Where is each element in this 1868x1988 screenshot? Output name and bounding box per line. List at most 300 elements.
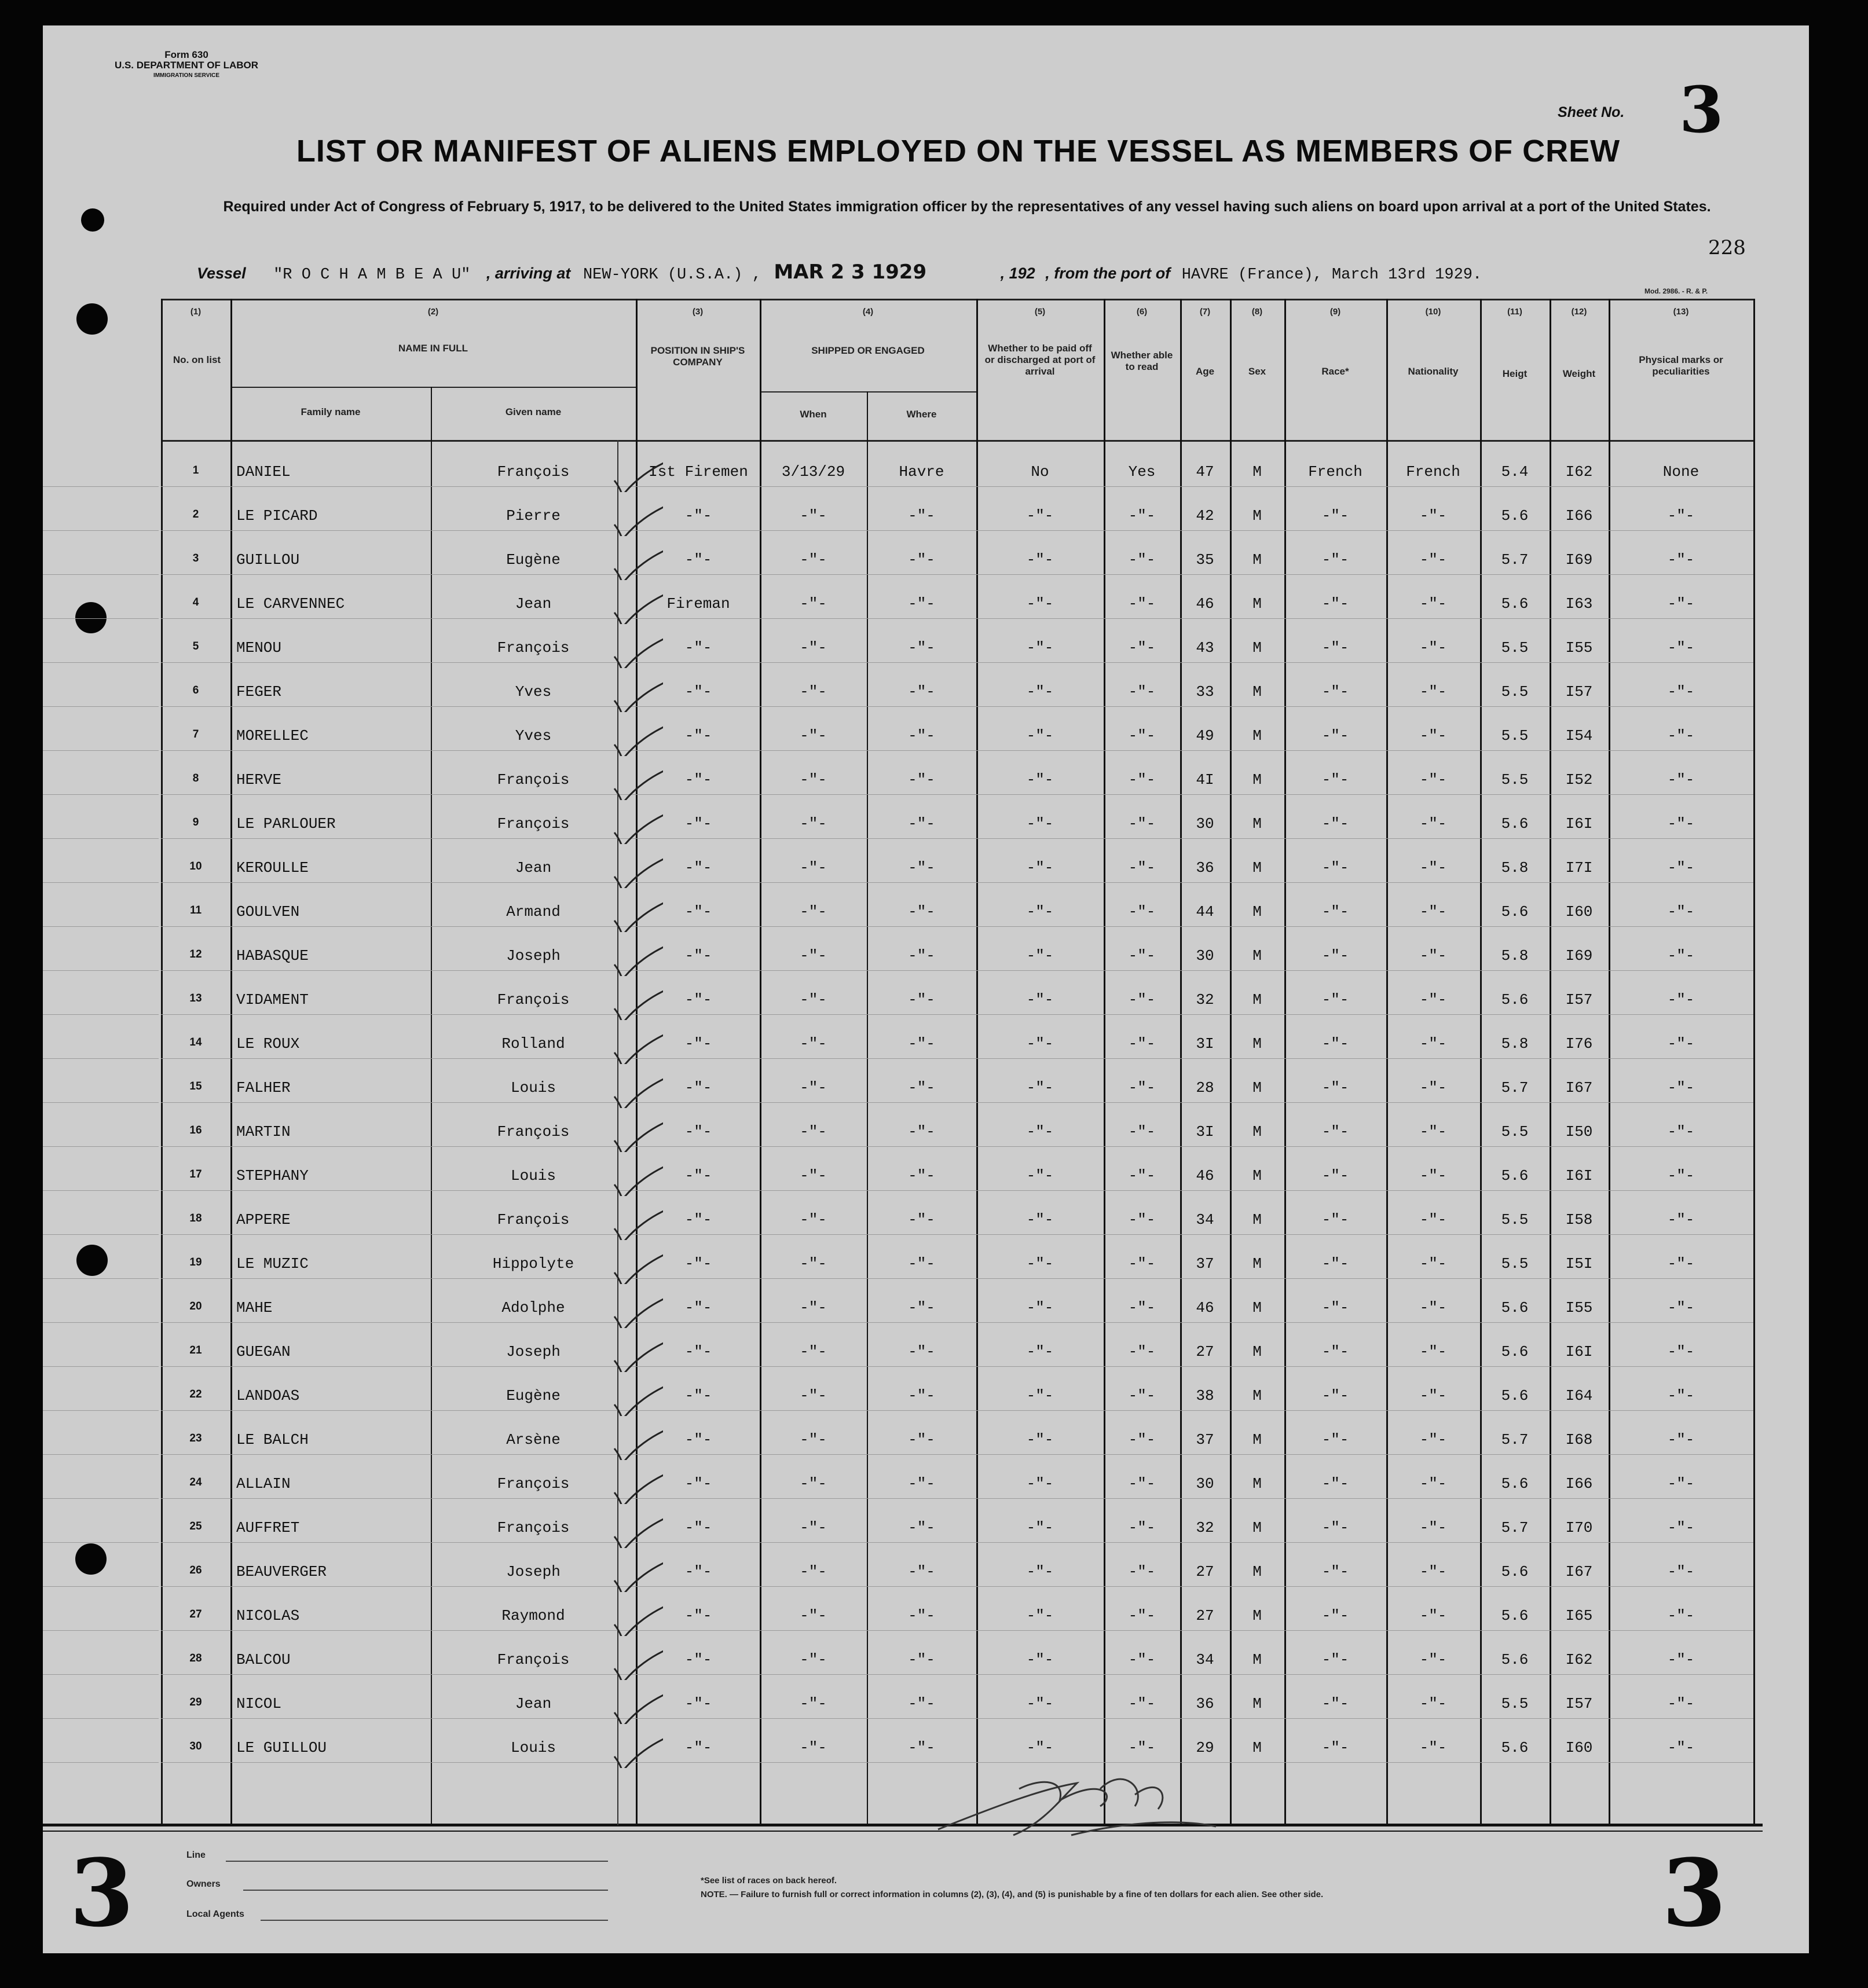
- position-cell: -"-: [684, 1387, 712, 1404]
- nationality-cell: -"-: [1419, 1387, 1447, 1404]
- read-cell: -"-: [1128, 1123, 1156, 1140]
- paid-cell: -"-: [1026, 947, 1054, 964]
- given-cell: François: [497, 1651, 570, 1668]
- family-cell: LE MUZIC: [236, 1255, 309, 1272]
- given-cell: François: [497, 1475, 570, 1492]
- line-field-rule: [226, 1861, 608, 1862]
- height-cell: 5.5: [1501, 1255, 1529, 1272]
- where-cell: -"-: [908, 903, 935, 920]
- check-mark-icon: [611, 809, 663, 844]
- row-rule: [161, 1586, 1753, 1587]
- margin-rule: [43, 618, 159, 619]
- when-cell: -"-: [800, 1299, 827, 1316]
- where-header: Where: [906, 409, 937, 420]
- col7-label: Age: [1195, 366, 1215, 377]
- nationality-cell: -"-: [1419, 1431, 1447, 1448]
- family-cell: LE PARLOUER: [236, 815, 336, 832]
- row-number: 5: [192, 640, 199, 652]
- position-cell: -"-: [684, 1607, 712, 1624]
- position-cell: -"-: [684, 1255, 712, 1272]
- read-cell: -"-: [1128, 815, 1156, 832]
- penalty-note: NOTE. — Failure to furnish full or correct information in columns (2), (3), (4), and (5) is punishable by a fine of ten dollars for each alien. See other side.: [701, 1890, 1324, 1899]
- margin-rule: [43, 530, 159, 531]
- position-cell: -"-: [684, 507, 712, 524]
- given-cell: François: [497, 1123, 570, 1140]
- age-cell: 29: [1196, 1739, 1214, 1756]
- given-cell: Jean: [515, 595, 552, 612]
- col2-number: (2): [427, 307, 439, 317]
- given-cell: Joseph: [506, 947, 561, 964]
- family-cell: ALLAIN: [236, 1475, 291, 1492]
- age-cell: 30: [1196, 1475, 1214, 1492]
- row-rule: [161, 1718, 1753, 1719]
- height-cell: 5.6: [1501, 1739, 1529, 1756]
- row-number: 14: [189, 1036, 202, 1048]
- service-name: IMMIGRATION SERVICE: [153, 72, 220, 79]
- row-rule: [161, 706, 1753, 707]
- age-cell: 34: [1196, 1211, 1214, 1228]
- height-cell: 5.7: [1501, 1431, 1529, 1448]
- nationality-cell: -"-: [1419, 815, 1447, 832]
- nationality-cell: -"-: [1419, 859, 1447, 876]
- when-cell: -"-: [800, 991, 827, 1008]
- sex-cell: M: [1252, 903, 1262, 920]
- margin-rule: [43, 1322, 159, 1323]
- row-rule: [161, 882, 1753, 883]
- marks-cell: -"-: [1667, 1343, 1695, 1360]
- punch-hole: [76, 303, 108, 335]
- sex-cell: M: [1252, 1607, 1262, 1624]
- vessel-label: Vessel: [197, 265, 246, 282]
- sex-cell: M: [1252, 1255, 1262, 1272]
- age-cell: 34: [1196, 1651, 1214, 1668]
- footer-owners-label: Owners: [186, 1879, 221, 1889]
- row-rule: [161, 618, 1753, 619]
- weight-cell: I60: [1565, 903, 1593, 920]
- col5-number: (5): [1034, 307, 1046, 317]
- margin-rule: [43, 1146, 159, 1147]
- col5-label: Whether to be paid off or discharged at port of arrival: [984, 343, 1096, 377]
- nationality-cell: -"-: [1419, 1739, 1447, 1756]
- weight-cell: I64: [1565, 1387, 1593, 1404]
- margin-rule: [43, 1234, 159, 1235]
- read-cell: -"-: [1128, 1079, 1156, 1096]
- check-mark-icon: [611, 677, 663, 712]
- position-cell: -"-: [684, 1035, 712, 1052]
- given-cell: Joseph: [506, 1563, 561, 1580]
- agents-field-rule: [261, 1920, 608, 1921]
- row-rule: [161, 1102, 1753, 1103]
- when-cell: -"-: [800, 507, 827, 524]
- nationality-cell: -"-: [1419, 771, 1447, 788]
- col-line: [1104, 299, 1105, 1825]
- margin-rule: [43, 926, 159, 927]
- sex-cell: M: [1252, 463, 1262, 481]
- race-cell: -"-: [1321, 815, 1349, 832]
- height-cell: 5.7: [1501, 1079, 1529, 1096]
- paid-cell: -"-: [1026, 1211, 1054, 1228]
- when-cell: -"-: [800, 1563, 827, 1580]
- row-number: 23: [189, 1432, 202, 1444]
- read-cell: -"-: [1128, 551, 1156, 568]
- weight-cell: I7I: [1565, 859, 1593, 876]
- age-cell: 46: [1196, 1167, 1214, 1184]
- table-header-rule: [161, 440, 1753, 442]
- position-cell: -"-: [684, 1563, 712, 1580]
- marks-cell: -"-: [1667, 1387, 1695, 1404]
- margin-rule: [43, 574, 159, 575]
- given-cell: Adolphe: [501, 1299, 565, 1316]
- family-cell: MARTIN: [236, 1123, 291, 1140]
- height-cell: 5.8: [1501, 859, 1529, 876]
- marks-cell: -"-: [1667, 1255, 1695, 1272]
- mod-note: Mod. 2986. - R. & P.: [1644, 287, 1708, 295]
- col12-number: (12): [1571, 307, 1587, 317]
- position-cell: -"-: [684, 1167, 712, 1184]
- sex-cell: M: [1252, 1343, 1262, 1360]
- officer-signature-icon: [926, 1754, 1251, 1853]
- margin-rule: [43, 1454, 159, 1455]
- check-mark-icon: [611, 1337, 663, 1372]
- race-cell: -"-: [1321, 771, 1349, 788]
- col6-number: (6): [1136, 307, 1148, 317]
- sheet-number-left: 3: [69, 1839, 134, 1947]
- race-cell: -"-: [1321, 1079, 1349, 1096]
- sex-cell: M: [1252, 1739, 1262, 1756]
- margin-rule: [43, 1674, 159, 1675]
- nationality-cell: -"-: [1419, 1211, 1447, 1228]
- check-mark-icon: [611, 1689, 663, 1724]
- read-cell: -"-: [1128, 1167, 1156, 1184]
- position-cell: Fireman: [666, 595, 730, 612]
- when-cell: -"-: [800, 1387, 827, 1404]
- when-cell: -"-: [800, 1519, 827, 1536]
- family-cell: KEROULLE: [236, 859, 309, 876]
- position-cell: -"-: [684, 1343, 712, 1360]
- position-cell: -"-: [684, 551, 712, 568]
- check-mark-icon: [611, 501, 663, 536]
- height-cell: 5.6: [1501, 1563, 1529, 1580]
- height-cell: 5.5: [1501, 1695, 1529, 1712]
- row-number: 16: [189, 1124, 202, 1136]
- marks-cell: -"-: [1667, 815, 1695, 832]
- position-cell: -"-: [684, 1431, 712, 1448]
- nationality-cell: -"-: [1419, 1343, 1447, 1360]
- weight-cell: I57: [1565, 683, 1593, 700]
- given-cell: François: [497, 991, 570, 1008]
- col-line: [1480, 299, 1482, 1825]
- read-cell: Yes: [1128, 463, 1156, 481]
- check-mark-icon: [611, 1601, 663, 1636]
- check-mark-icon: [611, 941, 663, 976]
- position-cell: -"-: [684, 1079, 712, 1096]
- when-cell: -"-: [800, 1739, 827, 1756]
- margin-rule: [43, 662, 159, 663]
- owners-field-rule: [243, 1890, 608, 1891]
- family-cell: GUEGAN: [236, 1343, 291, 1360]
- check-mark-icon: [611, 1205, 663, 1240]
- given-cell: Rolland: [501, 1035, 565, 1052]
- given-cell: François: [497, 639, 570, 656]
- sheet-number: 3: [1679, 72, 1724, 147]
- read-cell: -"-: [1128, 991, 1156, 1008]
- when-cell: -"-: [800, 1167, 827, 1184]
- check-mark-icon: [611, 589, 663, 624]
- position-cell: -"-: [684, 1519, 712, 1536]
- margin-rule: [43, 1366, 159, 1367]
- weight-cell: I5I: [1565, 1255, 1593, 1272]
- punch-hole: [81, 208, 104, 232]
- race-cell: -"-: [1321, 1211, 1349, 1228]
- family-cell: DANIEL: [236, 463, 291, 481]
- given-cell: Hippolyte: [492, 1255, 574, 1272]
- when-cell: -"-: [800, 947, 827, 964]
- when-cell: -"-: [800, 1035, 827, 1052]
- height-cell: 5.6: [1501, 1299, 1529, 1316]
- paid-cell: -"-: [1026, 507, 1054, 524]
- check-mark-icon: [611, 1733, 663, 1768]
- row-number: 20: [189, 1300, 202, 1312]
- position-cell: -"-: [684, 1211, 712, 1228]
- race-cell: -"-: [1321, 727, 1349, 744]
- row-rule: [161, 1278, 1753, 1279]
- read-cell: -"-: [1128, 1299, 1156, 1316]
- position-cell: -"-: [684, 903, 712, 920]
- weight-cell: I50: [1565, 1123, 1593, 1140]
- margin-rule: [43, 1542, 159, 1543]
- paid-cell: -"-: [1026, 859, 1054, 876]
- where-cell: -"-: [908, 1035, 935, 1052]
- family-cell: BALCOU: [236, 1651, 291, 1668]
- when-cell: -"-: [800, 903, 827, 920]
- col7-number: (7): [1199, 307, 1211, 317]
- read-cell: -"-: [1128, 595, 1156, 612]
- sex-cell: M: [1252, 1651, 1262, 1668]
- height-cell: 5.6: [1501, 1343, 1529, 1360]
- sex-cell: M: [1252, 507, 1262, 524]
- col-line: [976, 299, 978, 1825]
- read-cell: -"-: [1128, 1739, 1156, 1756]
- row-number: 11: [189, 904, 202, 916]
- marks-cell: -"-: [1667, 1607, 1695, 1624]
- read-cell: -"-: [1128, 1651, 1156, 1668]
- read-cell: -"-: [1128, 1387, 1156, 1404]
- row-number: 10: [189, 860, 202, 872]
- read-cell: -"-: [1128, 507, 1156, 524]
- family-cell: GOULVEN: [236, 903, 300, 920]
- family-cell: LANDOAS: [236, 1387, 300, 1404]
- sex-cell: M: [1252, 1299, 1262, 1316]
- nationality-cell: -"-: [1419, 1255, 1447, 1272]
- check-mark-icon: [611, 721, 663, 756]
- nationality-cell: -"-: [1419, 1607, 1447, 1624]
- family-cell: HABASQUE: [236, 947, 309, 964]
- when-cell: -"-: [800, 595, 827, 612]
- marks-cell: -"-: [1667, 1475, 1695, 1492]
- given-cell: François: [497, 463, 570, 481]
- col-line: [1386, 299, 1388, 1825]
- age-cell: 27: [1196, 1563, 1214, 1580]
- where-cell: -"-: [908, 1255, 935, 1272]
- weight-cell: I63: [1565, 595, 1593, 612]
- margin-rule: [43, 1630, 159, 1631]
- age-cell: 36: [1196, 859, 1214, 876]
- age-cell: 46: [1196, 595, 1214, 612]
- race-cell: -"-: [1321, 1035, 1349, 1052]
- family-cell: STEPHANY: [236, 1167, 309, 1184]
- row-rule: [161, 1542, 1753, 1543]
- nationality-cell: -"-: [1419, 683, 1447, 700]
- given-cell: Yves: [515, 727, 552, 744]
- race-cell: -"-: [1321, 1519, 1349, 1536]
- when-cell: -"-: [800, 815, 827, 832]
- check-mark-icon: [611, 897, 663, 932]
- given-cell: Pierre: [506, 507, 561, 524]
- paid-cell: -"-: [1026, 595, 1054, 612]
- height-cell: 5.5: [1501, 1211, 1529, 1228]
- read-cell: -"-: [1128, 1255, 1156, 1272]
- age-cell: 37: [1196, 1431, 1214, 1448]
- col13-label: Physical marks or peculiarities: [1639, 354, 1723, 377]
- family-cell: GUILLOU: [236, 551, 300, 568]
- marks-cell: -"-: [1667, 1651, 1695, 1668]
- row-rule: [161, 838, 1753, 839]
- weight-cell: I66: [1565, 1475, 1593, 1492]
- paid-cell: -"-: [1026, 1563, 1054, 1580]
- sex-cell: M: [1252, 1431, 1262, 1448]
- col2-label: NAME IN FULL: [398, 343, 468, 354]
- when-cell: -"-: [800, 1079, 827, 1096]
- marks-cell: -"-: [1667, 727, 1695, 744]
- row-number: 24: [189, 1476, 202, 1488]
- family-cell: LE BALCH: [236, 1431, 309, 1448]
- weight-cell: I67: [1565, 1079, 1593, 1096]
- where-cell: -"-: [908, 1475, 935, 1492]
- where-cell: -"-: [908, 727, 935, 744]
- age-cell: 3I: [1196, 1123, 1214, 1140]
- given-cell: Raymond: [501, 1607, 565, 1624]
- weight-cell: I52: [1565, 771, 1593, 788]
- sex-cell: M: [1252, 639, 1262, 656]
- check-mark-icon: [611, 1425, 663, 1460]
- weight-cell: I6I: [1565, 1343, 1593, 1360]
- position-cell: -"-: [684, 947, 712, 964]
- race-cell: French: [1308, 463, 1362, 481]
- height-cell: 5.6: [1501, 1387, 1529, 1404]
- where-cell: -"-: [908, 1519, 935, 1536]
- sex-cell: M: [1252, 1035, 1262, 1052]
- height-cell: 5.6: [1501, 1651, 1529, 1668]
- arrival-port: NEW-YORK (U.S.A.) ,: [583, 266, 761, 284]
- nationality-cell: -"-: [1419, 991, 1447, 1008]
- sex-cell: M: [1252, 947, 1262, 964]
- read-cell: -"-: [1128, 947, 1156, 964]
- nationality-cell: -"-: [1419, 1695, 1447, 1712]
- row-rule: [161, 1190, 1753, 1191]
- paid-cell: -"-: [1026, 903, 1054, 920]
- paid-cell: -"-: [1026, 1123, 1054, 1140]
- read-cell: -"-: [1128, 1475, 1156, 1492]
- where-cell: -"-: [908, 815, 935, 832]
- age-cell: 46: [1196, 1299, 1214, 1316]
- paid-cell: -"-: [1026, 1739, 1054, 1756]
- sex-cell: M: [1252, 683, 1262, 700]
- form-identifier: [100, 50, 273, 81]
- race-cell: -"-: [1321, 1563, 1349, 1580]
- check-mark-icon: [611, 1029, 663, 1064]
- age-cell: 49: [1196, 727, 1214, 744]
- row-number: 29: [189, 1696, 202, 1708]
- weight-cell: I66: [1565, 507, 1593, 524]
- age-cell: 33: [1196, 683, 1214, 700]
- paid-cell: -"-: [1026, 1607, 1054, 1624]
- col-line: [1180, 299, 1182, 1825]
- family-cell: LE GUILLOU: [236, 1739, 327, 1756]
- margin-rule: [43, 1058, 159, 1059]
- position-cell: -"-: [684, 859, 712, 876]
- age-cell: 3I: [1196, 1035, 1214, 1052]
- row-rule: [161, 530, 1753, 531]
- row-number: 28: [189, 1652, 202, 1664]
- race-cell: -"-: [1321, 1255, 1349, 1272]
- height-cell: 5.6: [1501, 991, 1529, 1008]
- weight-cell: I62: [1565, 1651, 1593, 1668]
- position-cell: -"-: [684, 1651, 712, 1668]
- row-number: 22: [189, 1388, 202, 1400]
- given-cell: François: [497, 1519, 570, 1536]
- check-mark-icon: [611, 1161, 663, 1196]
- form-number: Form 630: [164, 49, 208, 60]
- weight-cell: I65: [1565, 1607, 1593, 1624]
- race-cell: -"-: [1321, 639, 1349, 656]
- read-cell: -"-: [1128, 1519, 1156, 1536]
- row-number: 25: [189, 1520, 202, 1532]
- col-line: [1609, 299, 1610, 1825]
- family-cell: HERVE: [236, 771, 282, 788]
- row-rule: [161, 750, 1753, 751]
- marks-cell: -"-: [1667, 1563, 1695, 1580]
- row-rule: [161, 1058, 1753, 1059]
- col1-number: (1): [190, 307, 202, 317]
- row-number: 12: [189, 948, 202, 960]
- marks-cell: -"-: [1667, 1695, 1695, 1712]
- paid-cell: -"-: [1026, 551, 1054, 568]
- paid-cell: No: [1031, 463, 1049, 481]
- arriving-label: , arriving at: [486, 265, 571, 282]
- race-cell: -"-: [1321, 1475, 1349, 1492]
- row-number: 19: [189, 1256, 202, 1268]
- weight-cell: I55: [1565, 1299, 1593, 1316]
- col-line: [161, 299, 163, 1825]
- where-cell: -"-: [908, 1695, 935, 1712]
- check-mark-icon: [611, 1557, 663, 1592]
- height-cell: 5.7: [1501, 551, 1529, 568]
- footer-agents-label: Local Agents: [186, 1909, 244, 1919]
- height-cell: 5.5: [1501, 727, 1529, 744]
- col8-label: Sex: [1248, 366, 1266, 377]
- weight-cell: I76: [1565, 1035, 1593, 1052]
- nationality-cell: -"-: [1419, 1299, 1447, 1316]
- height-cell: 5.4: [1501, 463, 1529, 481]
- race-cell: -"-: [1321, 903, 1349, 920]
- sex-cell: M: [1252, 1563, 1262, 1580]
- marks-cell: -"-: [1667, 771, 1695, 788]
- marks-cell: None: [1662, 463, 1699, 481]
- read-cell: -"-: [1128, 1035, 1156, 1052]
- when-cell: -"-: [800, 551, 827, 568]
- marks-cell: -"-: [1667, 1739, 1695, 1756]
- punch-hole: [76, 1245, 108, 1276]
